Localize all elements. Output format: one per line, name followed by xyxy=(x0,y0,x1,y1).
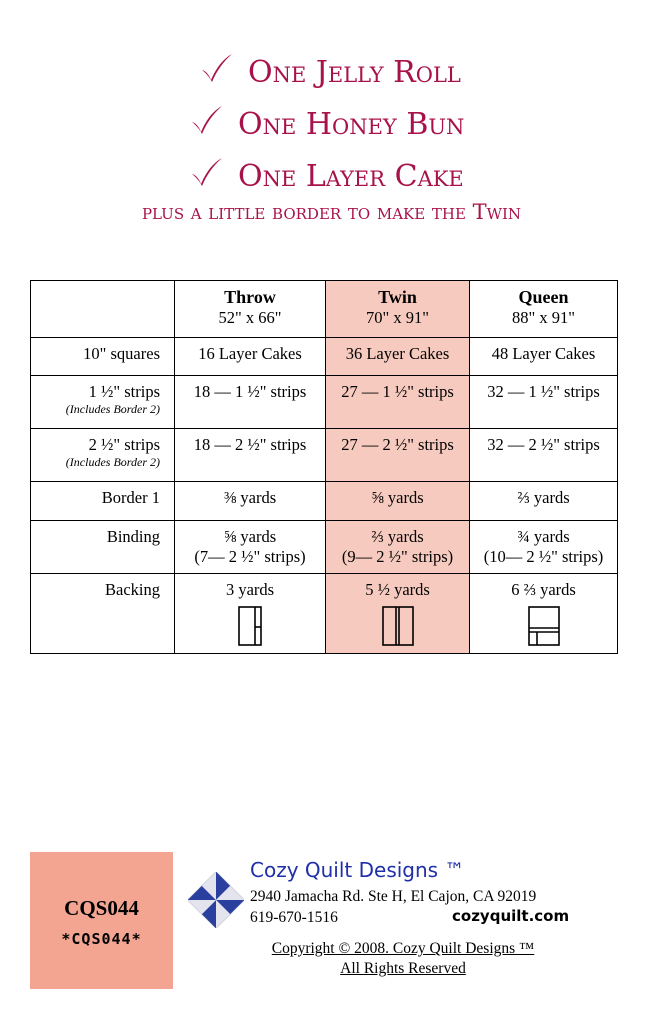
table-row xyxy=(31,482,618,521)
table-cell: 32 — 1 ½" strips xyxy=(470,376,618,429)
table-cell: ⅜ yards xyxy=(175,482,326,521)
row-note: (Includes Border 2) xyxy=(65,455,160,469)
row-label: Backing xyxy=(31,574,175,654)
table-cell: ⅝ yards (7— 2 ½" strips) xyxy=(175,521,326,574)
row-label: Binding xyxy=(31,521,175,574)
copyright: Copyright © 2008. Cozy Quilt Designs ™ All Rights Reserved xyxy=(271,940,535,977)
headline-line-1: One Jelly Roll xyxy=(0,52,663,91)
column-header-throw: Throw 52" x 66" xyxy=(175,281,326,338)
pattern-code-badge xyxy=(30,852,173,989)
row-label: Border 1 xyxy=(31,482,175,521)
table-row xyxy=(31,521,618,574)
company-phone: 619-670-1516 xyxy=(250,909,338,926)
table-cell: 6 ⅔ yards xyxy=(470,574,618,654)
check-mark-icon xyxy=(190,104,230,136)
backing-diagram-throw-icon xyxy=(238,606,262,646)
column-header-twin: Twin 70" x 91" xyxy=(326,281,470,338)
company-name: Cozy Quilt Designs ™ xyxy=(250,858,465,882)
table-cell: 27 — 2 ½" strips xyxy=(326,429,470,482)
check-mark-icon xyxy=(190,156,230,188)
table-cell: 3 yards xyxy=(175,574,326,654)
yardage-table xyxy=(30,280,618,654)
table-cell: 36 Layer Cakes xyxy=(326,338,470,376)
corner-cell xyxy=(31,281,175,338)
table-cell: 18 — 2 ½" strips xyxy=(175,429,326,482)
row-note: (Includes Border 2) xyxy=(65,402,160,416)
company-website: cozyquilt.com xyxy=(452,907,570,925)
row-label: 1 ½" strips (Includes Border 2) xyxy=(31,376,175,429)
table-cell: 48 Layer Cakes xyxy=(470,338,618,376)
check-mark-icon xyxy=(200,52,240,84)
table-cell: ¾ yards (10— 2 ½" strips) xyxy=(470,521,618,574)
table-row xyxy=(31,574,618,654)
table-cell: 16 Layer Cakes xyxy=(175,338,326,376)
table-cell: 18 — 1 ½" strips xyxy=(175,376,326,429)
table-row xyxy=(31,338,618,376)
table-cell: ⅔ yards (9— 2 ½" strips) xyxy=(326,521,470,574)
backing-diagram-queen-icon xyxy=(528,606,560,646)
table-row xyxy=(31,429,618,482)
table-cell: 5 ½ yards xyxy=(326,574,470,654)
column-header-queen: Queen 88" x 91" xyxy=(470,281,618,338)
barcode-text: *CQS044* xyxy=(61,930,142,948)
pattern-code: CQS044 xyxy=(64,896,139,920)
row-label: 2 ½" strips (Includes Border 2) xyxy=(31,429,175,482)
subtitle: plus a little border to make the Twin xyxy=(141,200,522,224)
table-cell: 32 — 2 ½" strips xyxy=(470,429,618,482)
headline-line-2: One Honey Bun xyxy=(0,104,663,143)
row-label: 10" squares xyxy=(31,338,175,376)
table-cell: 27 — 1 ½" strips xyxy=(326,376,470,429)
table-cell: ⅔ yards xyxy=(470,482,618,521)
company-address: 2940 Jamacha Rd. Ste H, El Cajon, CA 92019 xyxy=(250,888,537,905)
pinwheel-logo-icon xyxy=(188,872,244,928)
table-row xyxy=(31,376,618,429)
headline-line-3: One Layer Cake xyxy=(0,156,663,195)
backing-diagram-twin-icon xyxy=(382,606,414,646)
table-cell: ⅝ yards xyxy=(326,482,470,521)
